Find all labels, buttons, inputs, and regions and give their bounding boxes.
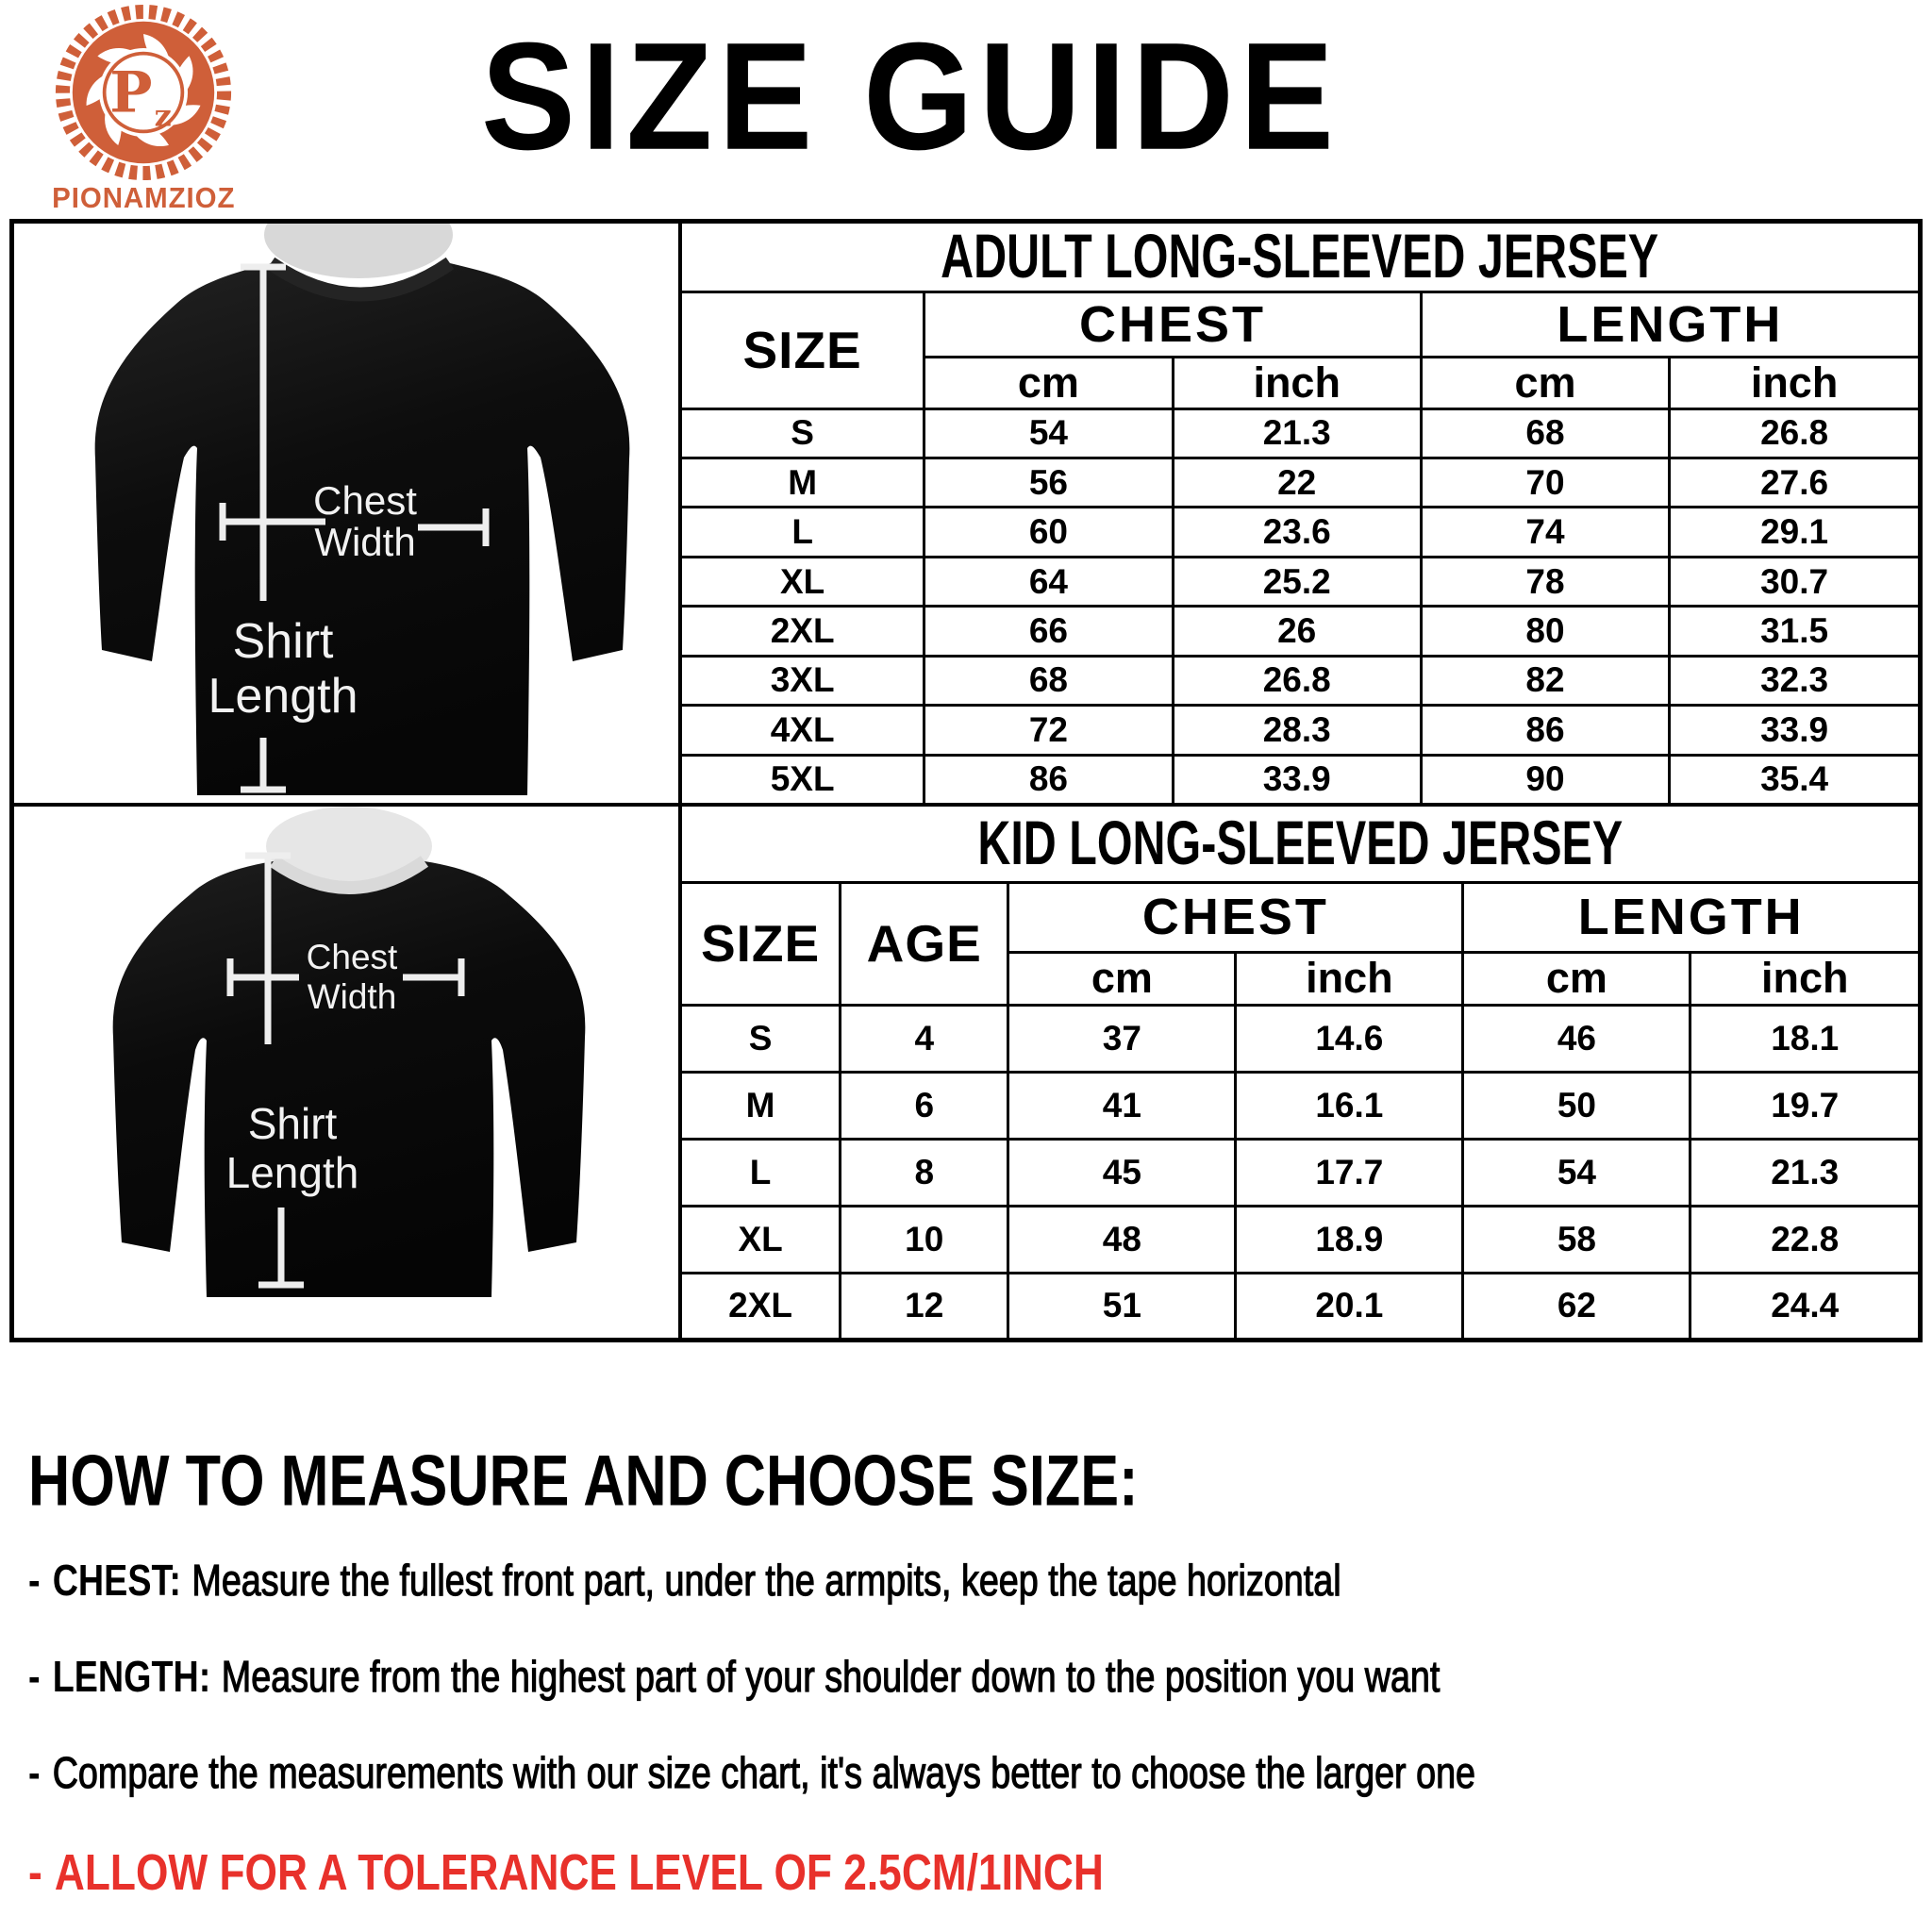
length-cm-cell: 82 — [1421, 656, 1669, 705]
chest-cm-cell: 37 — [1008, 1005, 1236, 1072]
item-text: Measure the fullest front part, under the armpits, keep the tape horizontal — [192, 1556, 1341, 1605]
chest-inch-cell: 25.2 — [1173, 557, 1421, 606]
length-cm-cell: 80 — [1421, 607, 1669, 656]
size-chart-box — [9, 219, 1923, 1342]
length-cm-cell: 46 — [1463, 1005, 1690, 1072]
length-inch-cell: 18.1 — [1690, 1005, 1918, 1072]
size-cell: L — [682, 508, 924, 557]
item-label: LENGTH: — [52, 1652, 211, 1701]
chest-cm-cell: 66 — [924, 607, 1173, 656]
table-row — [682, 408, 1918, 458]
adult-table-title-cell — [682, 224, 1918, 291]
header-size: SIZE — [682, 882, 841, 1005]
header-chest-cm: cm — [924, 357, 1173, 408]
chest-inch-cell: 18.9 — [1236, 1206, 1463, 1273]
length-inch-cell: 22.8 — [1690, 1206, 1918, 1273]
size-cell: L — [682, 1139, 841, 1206]
chest-inch-cell: 26 — [1173, 607, 1421, 656]
size-cell: M — [682, 1072, 841, 1139]
table-row — [682, 1139, 1918, 1206]
svg-text:Length: Length — [208, 669, 358, 724]
svg-text:Width: Width — [314, 520, 416, 564]
svg-text:Length: Length — [225, 1148, 359, 1197]
chest-cm-cell: 56 — [924, 458, 1173, 507]
howto-item-chest — [28, 1555, 1906, 1606]
header-length-cm: cm — [1463, 952, 1690, 1005]
table-row — [682, 1005, 1918, 1072]
length-inch-cell: 32.3 — [1670, 656, 1918, 705]
item-label: CHEST: — [52, 1556, 181, 1605]
chest-cm-cell: 45 — [1008, 1139, 1236, 1206]
size-cell: 4XL — [682, 706, 924, 755]
header-length-cm: cm — [1421, 357, 1669, 408]
chest-inch-cell: 33.9 — [1173, 755, 1421, 803]
size-cell: XL — [682, 1206, 841, 1273]
size-cell: S — [682, 1005, 841, 1072]
kid-table-title: KID LONG-SLEEVED JERSEY — [977, 808, 1623, 879]
howto-heading: HOW TO MEASURE AND CHOOSE SIZE: — [28, 1441, 1139, 1522]
howto-section — [28, 1440, 1906, 1932]
header-length: LENGTH — [1421, 291, 1918, 357]
size-cell: M — [682, 458, 924, 507]
size-cell: S — [682, 408, 924, 458]
length-cm-cell: 68 — [1421, 408, 1669, 458]
length-cm-cell: 74 — [1421, 508, 1669, 557]
item-text: Compare the measurements with our size chart, it's always better to choose the larger one — [52, 1748, 1476, 1797]
header-chest-inch: inch — [1236, 952, 1463, 1005]
item-text: Measure from the highest part of your shoulder down to the position you want — [221, 1652, 1441, 1701]
chest-inch-cell: 26.8 — [1173, 656, 1421, 705]
svg-text:Chest: Chest — [313, 478, 417, 523]
size-cell: XL — [682, 557, 924, 606]
size-cell: 5XL — [682, 755, 924, 803]
kid-size-table — [682, 807, 1918, 1338]
table-row — [682, 557, 1918, 606]
chest-cm-cell: 41 — [1008, 1072, 1236, 1139]
svg-text:Width: Width — [307, 977, 397, 1016]
length-inch-cell: 30.7 — [1670, 557, 1918, 606]
age-cell: 8 — [841, 1139, 1008, 1206]
length-cm-cell: 58 — [1463, 1206, 1690, 1273]
dash: - — [28, 1556, 41, 1605]
table-row — [682, 508, 1918, 557]
length-cm-cell: 70 — [1421, 458, 1669, 507]
svg-text:Shirt: Shirt — [247, 1099, 338, 1148]
kid-table-title-cell — [682, 807, 1918, 882]
howto-item-compare — [28, 1747, 1906, 1798]
brand-name: PIONAMZIOZ — [51, 181, 236, 214]
length-inch-cell: 24.4 — [1690, 1273, 1918, 1338]
length-inch-cell: 35.4 — [1670, 755, 1918, 803]
chest-inch-cell: 22 — [1173, 458, 1421, 507]
table-row — [682, 458, 1918, 507]
adult-table-title: ADULT LONG-SLEEVED JERSEY — [941, 224, 1659, 292]
chest-cm-cell: 72 — [924, 706, 1173, 755]
kid-shirt-figure — [14, 807, 682, 1338]
header-chest: CHEST — [1008, 882, 1463, 952]
chest-cm-cell: 68 — [924, 656, 1173, 705]
header-size: SIZE — [682, 291, 924, 408]
length-cm-cell: 54 — [1463, 1139, 1690, 1206]
chest-cm-cell: 54 — [924, 408, 1173, 458]
table-row — [682, 706, 1918, 755]
table-row — [682, 1206, 1918, 1273]
age-cell: 10 — [841, 1206, 1008, 1273]
length-cm-cell: 90 — [1421, 755, 1669, 803]
length-inch-cell: 27.6 — [1670, 458, 1918, 507]
howto-item-length — [28, 1651, 1906, 1702]
chest-inch-cell: 14.6 — [1236, 1005, 1463, 1072]
monogram-z: z — [154, 97, 172, 134]
age-cell: 4 — [841, 1005, 1008, 1072]
adult-shirt-figure — [14, 224, 682, 807]
chest-cm-cell: 86 — [924, 755, 1173, 803]
item-text: ALLOW FOR A TOLERANCE LEVEL OF 2.5CM/1INCH — [54, 1844, 1104, 1901]
chest-inch-cell: 28.3 — [1173, 706, 1421, 755]
age-cell: 12 — [841, 1273, 1008, 1338]
page-title: SIZE GUIDE — [480, 9, 1341, 182]
length-inch-cell: 19.7 — [1690, 1072, 1918, 1139]
header-length-inch: inch — [1690, 952, 1918, 1005]
monogram-p: P — [109, 59, 153, 126]
age-cell: 6 — [841, 1072, 1008, 1139]
chest-cm-cell: 60 — [924, 508, 1173, 557]
table-row — [682, 1072, 1918, 1139]
size-cell: 2XL — [682, 607, 924, 656]
table-row — [682, 755, 1918, 803]
length-cm-cell: 78 — [1421, 557, 1669, 606]
header-chest-cm: cm — [1008, 952, 1236, 1005]
length-cm-cell: 50 — [1463, 1072, 1690, 1139]
header-chest: CHEST — [924, 291, 1422, 357]
length-cm-cell: 86 — [1421, 706, 1669, 755]
chest-inch-cell: 20.1 — [1236, 1273, 1463, 1338]
header-age: AGE — [841, 882, 1008, 1005]
adult-size-table — [682, 224, 1918, 807]
chest-inch-cell: 21.3 — [1173, 408, 1421, 458]
dash: - — [28, 1748, 41, 1797]
size-cell: 3XL — [682, 656, 924, 705]
table-row — [682, 1273, 1918, 1338]
chest-inch-cell: 17.7 — [1236, 1139, 1463, 1206]
length-cm-cell: 62 — [1463, 1273, 1690, 1338]
length-inch-cell: 31.5 — [1670, 607, 1918, 656]
chest-cm-cell: 51 — [1008, 1273, 1236, 1338]
chest-inch-cell: 16.1 — [1236, 1072, 1463, 1139]
length-inch-cell: 29.1 — [1670, 508, 1918, 557]
svg-text:Shirt: Shirt — [232, 614, 334, 669]
kid-shirt-body — [113, 861, 586, 1297]
dash: - — [28, 1652, 41, 1701]
header-chest-inch: inch — [1173, 357, 1421, 408]
chest-inch-cell: 23.6 — [1173, 508, 1421, 557]
table-row — [682, 607, 1918, 656]
dash: - — [28, 1844, 42, 1901]
length-inch-cell: 21.3 — [1690, 1139, 1918, 1206]
svg-text:Chest: Chest — [306, 938, 398, 976]
length-inch-cell: 33.9 — [1670, 706, 1918, 755]
size-cell: 2XL — [682, 1273, 841, 1338]
chest-cm-cell: 48 — [1008, 1206, 1236, 1273]
chest-cm-cell: 64 — [924, 557, 1173, 606]
header-length-inch: inch — [1670, 357, 1918, 408]
howto-item-tolerance — [28, 1843, 1906, 1902]
header-length: LENGTH — [1463, 882, 1918, 952]
table-row — [682, 656, 1918, 705]
length-inch-cell: 26.8 — [1670, 408, 1918, 458]
